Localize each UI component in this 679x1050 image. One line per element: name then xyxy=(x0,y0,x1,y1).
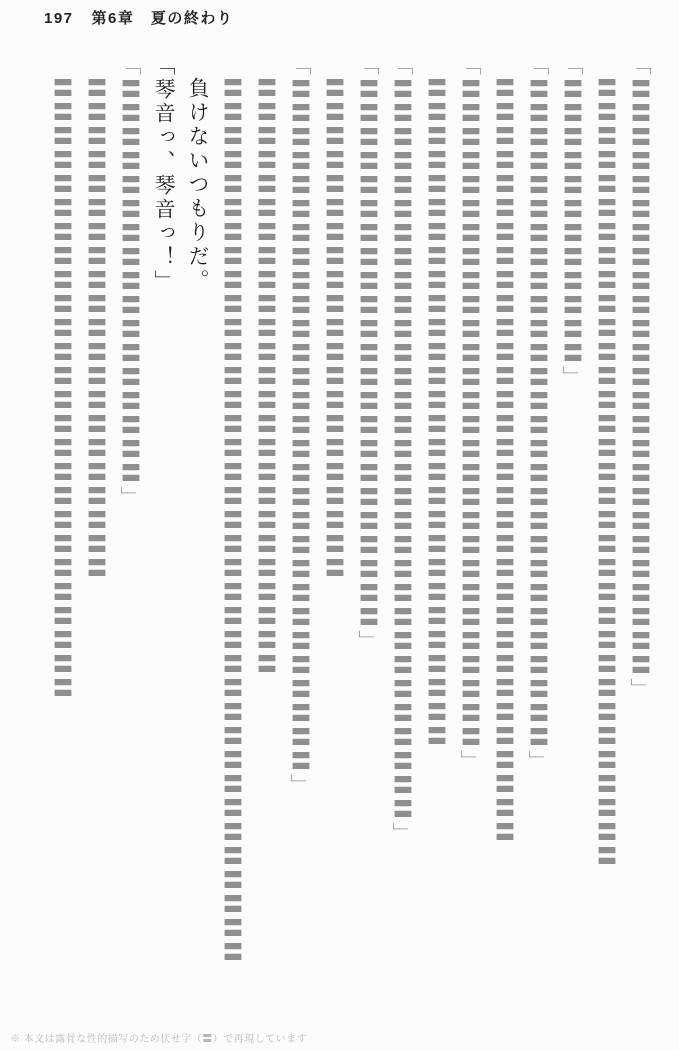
narration-column: 〓〓〓〓〓〓〓〓〓〓〓〓〓〓〓〓〓〓〓〓〓〓〓〓〓〓 xyxy=(50,77,74,701)
narration-column: 〓〓〓〓〓〓〓〓〓〓〓〓〓〓〓〓〓〓〓〓〓 xyxy=(84,77,108,581)
narration-column: 負けないつもりだ。 xyxy=(186,77,210,293)
dialogue-column: 「琴音っ、琴音っ！」 xyxy=(152,54,176,294)
narration-column: 〓〓〓〓〓〓〓〓〓〓〓〓〓〓〓〓〓〓〓〓〓〓〓〓〓〓〓〓〓〓〓〓〓〓〓〓〓 xyxy=(220,77,244,965)
narration-column: 〓〓〓〓〓〓〓〓〓〓〓〓〓〓〓〓〓〓〓〓〓〓〓〓〓〓〓〓 xyxy=(424,77,448,749)
dialogue-column: 「〓〓〓〓〓〓〓〓〓〓〓〓〓〓〓〓〓〓〓〓〓〓〓〓〓〓〓〓」 xyxy=(458,54,482,774)
narration-column: 〓〓〓〓〓〓〓〓〓〓〓〓〓〓〓〓〓〓〓〓〓〓〓〓〓 xyxy=(254,77,278,677)
dialogue-column: 「〓〓〓〓〓〓〓〓〓〓〓〓〓〓〓〓〓〓〓〓〓〓〓〓〓〓〓〓〓〓〓」 xyxy=(390,54,414,846)
dialogue-column: 「〓〓〓〓〓〓〓〓〓〓〓〓〓〓〓〓〓〓〓〓〓〓〓〓〓」 xyxy=(628,54,652,702)
vertical-body-text xyxy=(45,54,657,1032)
page-number: 197 xyxy=(44,10,74,27)
narration-column: 〓〓〓〓〓〓〓〓〓〓〓〓〓〓〓〓〓〓〓〓〓 xyxy=(322,77,346,581)
page-header xyxy=(44,7,233,28)
redaction-notice: ※ 本文は露骨な性的描写のため伏せ字（〓）で再現しています xyxy=(10,1034,308,1045)
dialogue-column: 「〓〓〓〓〓〓〓〓〓〓〓〓」 xyxy=(560,54,584,390)
dialogue-column: 「〓〓〓〓〓〓〓〓〓〓〓〓〓〓〓〓〓〓〓〓〓〓〓〓〓〓〓〓〓」 xyxy=(288,54,312,798)
chapter-title: 第6章 夏の終わり xyxy=(91,10,234,27)
dialogue-column: 「〓〓〓〓〓〓〓〓〓〓〓〓〓〓〓〓〓〓〓〓〓〓〓〓〓〓〓〓」 xyxy=(526,54,550,774)
dialogue-column: 「〓〓〓〓〓〓〓〓〓〓〓〓〓〓〓〓〓」 xyxy=(118,54,142,510)
dialogue-column: 「〓〓〓〓〓〓〓〓〓〓〓〓〓〓〓〓〓〓〓〓〓〓〓」 xyxy=(356,54,380,654)
narration-column: 〓〓〓〓〓〓〓〓〓〓〓〓〓〓〓〓〓〓〓〓〓〓〓〓〓〓〓〓〓〓〓〓 xyxy=(492,77,516,845)
narration-column: 〓〓〓〓〓〓〓〓〓〓〓〓〓〓〓〓〓〓〓〓〓〓〓〓〓〓〓〓〓〓〓〓〓 xyxy=(594,77,618,869)
